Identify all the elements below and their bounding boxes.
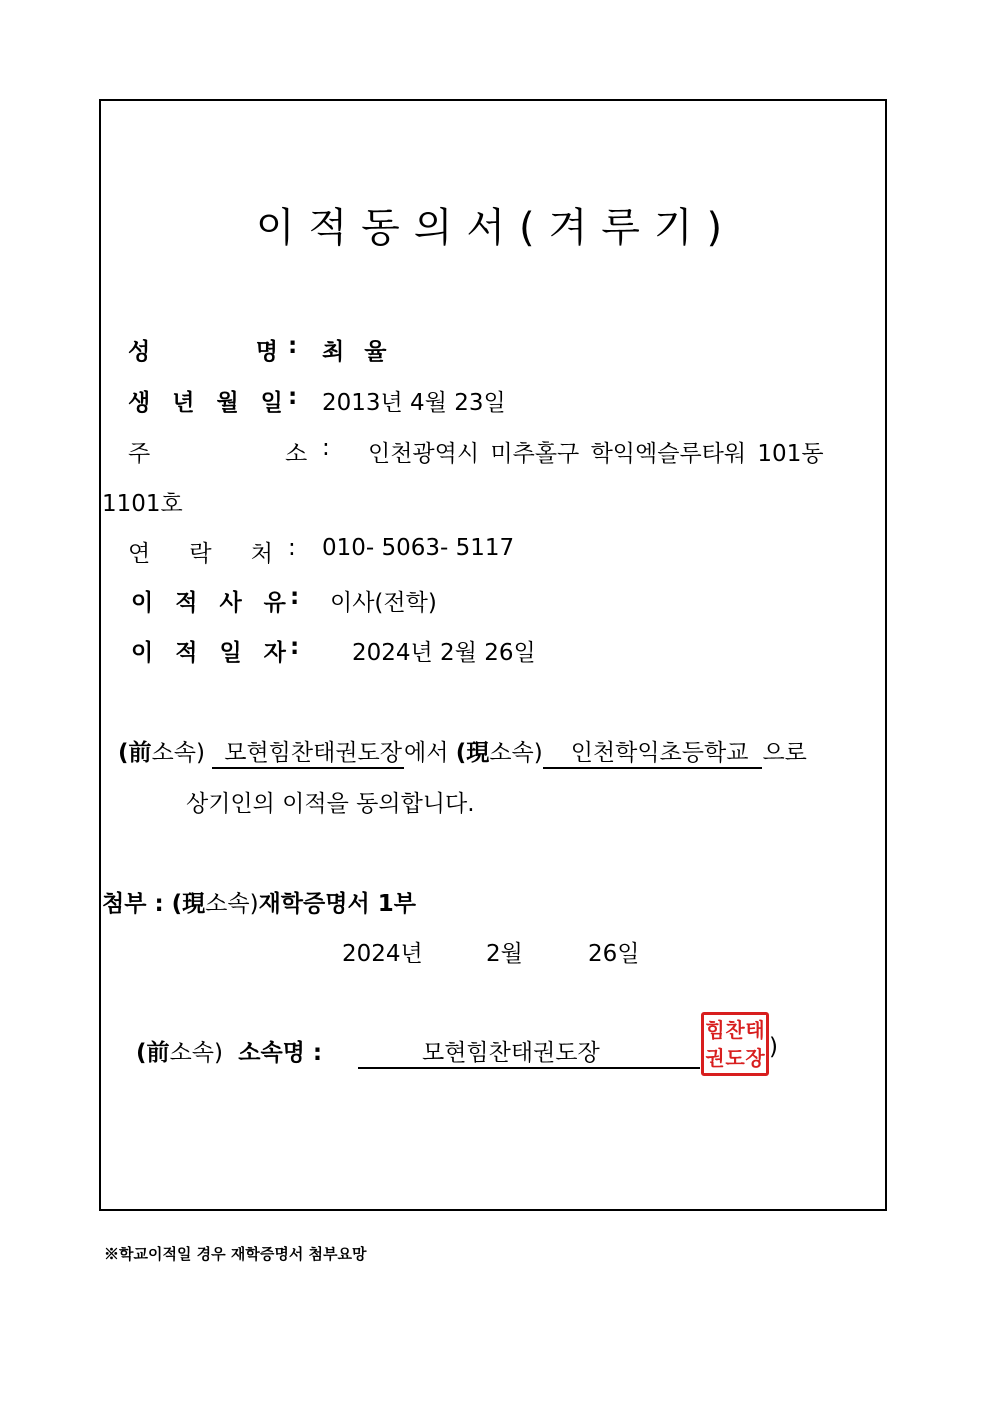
prev-affil: 소속) bbox=[151, 740, 205, 766]
date-value: 2024년 2월 26일 bbox=[352, 640, 536, 666]
sig-label: 소속명 : bbox=[238, 1040, 323, 1066]
seal-char: 장 bbox=[745, 1046, 765, 1070]
official-seal bbox=[701, 1012, 769, 1076]
reason-value: 이사(전학) bbox=[330, 590, 437, 616]
sig-prefix: (前 bbox=[136, 1040, 170, 1066]
statement-line2: 상기인의 이적을 동의합니다. bbox=[186, 791, 475, 817]
contact-colon: : bbox=[288, 535, 296, 561]
address-value-line2: 1101호 bbox=[102, 491, 183, 517]
contact-label: 연 락 처 bbox=[128, 541, 273, 567]
reason-colon: : bbox=[290, 584, 300, 610]
cur-org: 인천학익초등학교 bbox=[543, 734, 763, 769]
attachment-affil: 소속) bbox=[205, 891, 259, 917]
attachment-line bbox=[102, 885, 416, 918]
address-colon: : bbox=[322, 435, 330, 461]
birth-colon: : bbox=[288, 384, 298, 410]
document-title: 이적동의서(겨루기) bbox=[255, 205, 737, 251]
date-colon: : bbox=[290, 634, 300, 660]
sign-date-day: 26일 bbox=[588, 941, 640, 967]
signature-line bbox=[136, 1034, 322, 1067]
to-text: 으로 bbox=[762, 740, 807, 766]
sign-date-month: 2월 bbox=[486, 941, 523, 967]
statement-line1 bbox=[118, 734, 807, 769]
seal-char: 힘 bbox=[705, 1018, 725, 1042]
name-value: 최 율 bbox=[322, 339, 393, 365]
sig-org: 모현힘찬태권도장 bbox=[358, 1034, 700, 1069]
cur-affil: 소속) bbox=[489, 740, 543, 766]
birth-value: 2013년 4월 23일 bbox=[322, 390, 506, 416]
address-value-line1: 인천광역시 미추홀구 학익엑슬루타워 101동 bbox=[368, 441, 824, 467]
date-label: 이 적 일 자 bbox=[131, 640, 293, 666]
seal-char: 찬 bbox=[725, 1018, 745, 1042]
seal-char: 도 bbox=[725, 1046, 745, 1070]
prev-prefix: (前 bbox=[118, 740, 152, 766]
from-text: 에서 bbox=[404, 740, 449, 766]
name-row bbox=[128, 333, 278, 366]
name-label: 성 명 bbox=[128, 339, 278, 365]
cur-prefix: (現 bbox=[455, 740, 490, 766]
address-label-first: 주 bbox=[128, 441, 151, 467]
reason-label: 이 적 사 유 bbox=[131, 590, 293, 616]
attachment-label: 첨부 : (現 bbox=[102, 891, 206, 917]
name-colon: : bbox=[288, 333, 298, 359]
sig-close: ) bbox=[769, 1034, 778, 1060]
footnote: ※학교이적일 경우 재학증명서 첨부요망 bbox=[104, 1245, 367, 1263]
contact-value: 010- 5063- 5117 bbox=[322, 535, 515, 561]
seal-char: 태 bbox=[745, 1018, 765, 1042]
prev-org: 모현힘찬태권도장 bbox=[212, 734, 404, 769]
seal-char: 권 bbox=[705, 1046, 725, 1070]
address-label-last: 소 bbox=[285, 441, 308, 467]
attachment-rest: 재학증명서 1부 bbox=[258, 891, 416, 917]
sign-date-year: 2024년 bbox=[342, 941, 423, 967]
sig-affil: 소속) bbox=[169, 1040, 223, 1066]
birth-label: 생 년 월 일 bbox=[128, 390, 290, 416]
